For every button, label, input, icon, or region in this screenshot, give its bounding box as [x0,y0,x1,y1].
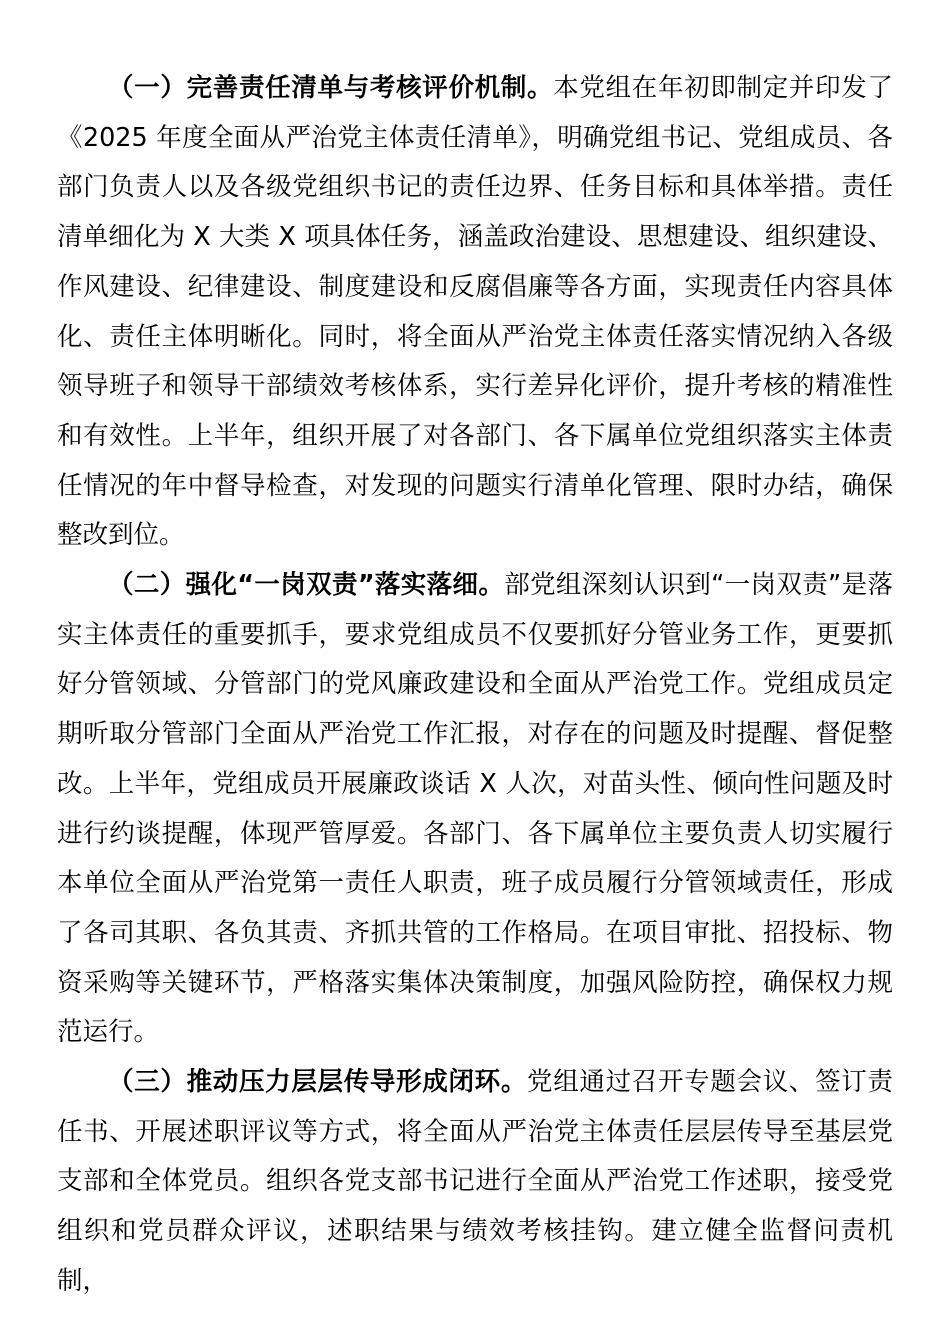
paragraph-body: 党组通过召开专题会议、签订责任书、开展述职评议等方式，将全面从严治党主体责任层层传导至基层党支部和全体党员。组织各党支部书记进行全面从严治党工作述职，接受党组织和党员群众评议，述职结果与绩效考核挂钩。建立健全监督问责机制， [57,1067,893,1296]
paragraph-heading: （二）强化“一岗双责”落实落细。 [108,570,505,601]
paragraph-pressure-transmission [57,1058,893,1307]
paragraph-body: 部党组深刻认识到“一岗双责”是落实主体责任的重要抓手，要求党组成员不仅要抓好分管业务工作，更要抓好分管领域、分管部门的党风廉政建设和全面从严治党工作。党组成员定期听取分管部门全面从严治党工作汇报，对存在的问题及时提醒、督促整改。上半年，党组成员开展廉政谈话 X 人次，对苗头性、倾向性问题及时进行约谈提醒，体现严管厚爱。各部门、各下属单位主要负责人切实履行本单位全面从严治党第一责任人职责，班子成员履行分管领域责任，形成了各司其职、各负其责、齐抓共管的工作格局。在项目审批、招投标、物资采购等关键环节，严格落实集体决策制度，加强风险防控，确保权力规范运行。 [57,570,893,1048]
paragraph-heading: （三）推动压力层层传导形成闭环。 [108,1067,528,1098]
paragraph-responsibility-list [57,64,893,561]
paragraph-body: 本党组在年初即制定并印发了《2025 年度全面从严治党主体责任清单》，明确党组书记、党组成员、各部门负责人以及各级党组织书记的责任边界、任务目标和具体举措。责任清单细化为 X 大类 X 项具体任务，涵盖政治建设、思想建设、组织建设、作风建设、纪律建设、制度建设和反腐倡廉等各方面，实现责任内容具体化、责任主体明晰化。同时，将全面从严治党主体责任落实情况纳入各级领导班子和领导干部绩效考核体系，实行差异化评价，提升考核的精准性和有效性。上半年，组织开展了对各部门、各下属单位党组织落实主体责任情况的年中督导检查，对发现的问题实行清单化管理、限时办结，确保整改到位。 [57,73,893,551]
paragraph-heading: （一）完善责任清单与考核评价机制。 [108,73,554,103]
document-page [57,64,893,1307]
paragraph-one-post-two-duties [57,561,893,1058]
